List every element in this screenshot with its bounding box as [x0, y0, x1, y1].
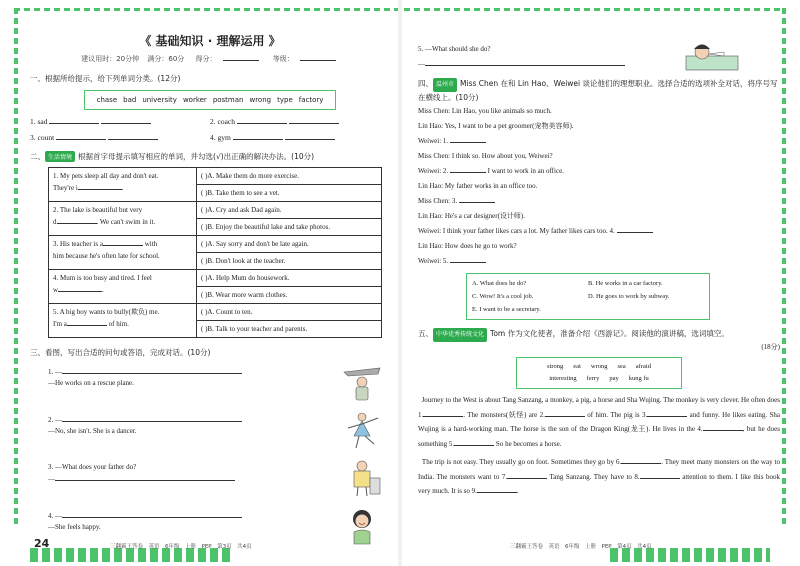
section-2-heading: 二、 生活情境 根据首字母提示填写相应的单词，并勾选(√)出正确的解决办法。(10分) [30, 152, 315, 161]
left-page [30, 14, 390, 550]
page-number: 24 [34, 537, 50, 550]
right-footer: 三翻霸王答卷 英语 6年级 上册 PEP 第4页 共4页 [510, 544, 652, 550]
border-right [782, 8, 786, 528]
dialog-1: 1. — —He works on a rescue plane. [48, 366, 390, 406]
table-row: 3. His teacher is a with him because he's often late for school. ( )A. Say sorry and don't be late again. [49, 236, 382, 253]
dancer-illustration [340, 410, 384, 450]
word-bank-1: chase bad university worker postman wrong type factory [84, 90, 336, 110]
dialog-2: 2. — —No, she isn't. She is a dancer. [48, 414, 390, 454]
dialog-line: Lin Hao: My father works in an office too. [418, 182, 538, 190]
blank[interactable] [289, 116, 339, 124]
q5-answer-line: — [418, 57, 780, 72]
blank[interactable] [237, 116, 287, 124]
passage-paragraph-1: Journey to the West is about Tang Sanzang, a monkey, a pig, a horse and Sha Wujing. The monkey is very clever. He often does 1. . The monsters(妖怪) are 2. of him. The pig is 3. and funny. He likes eating. Sha Wujing is a hard-working man. The horse is the son of the Dragon King(龙王). He lives in the 4. , but he does something 5. So he becomes a horse. [418, 396, 781, 448]
score-blank[interactable] [223, 53, 259, 61]
section-5-heading: 五、 中华优秀传统文化 Tom 作为文化使者，准备介绍《西游记》。阅读他的演讲稿，选词填空。 [418, 328, 780, 342]
page-title: 《 基础知识 · 理解运用 》 [139, 34, 281, 48]
dialog-line: Lin Hao: How does he go to work? [418, 242, 517, 250]
happy-girl-illustration [340, 506, 384, 546]
table-row: 5. A big boy wants to bully(欺负) me. I'm a of him. ( )A. Count to ten. [49, 304, 382, 321]
blank[interactable] [285, 132, 335, 140]
section-1-heading: 一、根据所给提示，给下列单词分类。(12分) [30, 74, 181, 83]
q5: 5. —What should she do? [418, 45, 491, 53]
dialog-line: Weiwei: I think your father likes cars a lot. My father likes cars too. 4. [418, 224, 780, 239]
section-3-heading: 三、看图，写出合适的问句或答语，完成对话。(10分) [30, 348, 211, 357]
dialog-line: Weiwei: 1. [418, 134, 780, 149]
dialog-line: Lin Hao: Yes, I want to be a pet groomer(宠物美容师). [418, 122, 574, 130]
table-row: 1. My pets sleep all day and don't eat. They're i . ( )A. Make them do more exercise. [49, 168, 382, 185]
table-row: 4. Mum is too busy and tired. I feel w . ( )A. Help Mum do housework. [49, 270, 382, 287]
blank[interactable] [233, 132, 283, 140]
section-4-heading: 四、 温州市 Miss Chen 在和 Lin Hao、Weiwei 谈论他们的理想职业。选择合适的选项补全对话，将序号写在横线上。(10分) [418, 79, 778, 102]
classify-row-1: 1. sad 2. coach [30, 116, 390, 126]
dialog-line: Weiwei: 5. [418, 254, 780, 269]
dialog-line: Miss Chen: Lin Hao, you like animals so much. [418, 107, 552, 115]
book-spine [398, 0, 402, 566]
sick-girl-illustration [680, 32, 742, 76]
blank[interactable] [108, 132, 158, 140]
page-meta: 建议用时：20分钟 满分：60分 得分： 等级： [30, 53, 390, 64]
matching-table: 1. My pets sleep all day and don't eat. They're i . ( )A. Make them do more exercise. ( )B. Take them to see a vet. 2. The lake is beautiful but very d . We can't swim in it. ( )A. Cry and ask Dad again. ( )B. Enjoy the beautiful lake and take photos. 3. His teacher is a with him because he's often late for school. ( )A. Say sorry and don't be late again. ( )B. Don't look at the teacher. 4. Mum is too busy and tired. I feel w . ( )A. Help Mum do housework. ( )B. Wear more warm clothes. 5. A big boy wants to bully(欺负) me. I'm a of him. ( )A. Count to ten. ( )B. Talk to your teacher and parents. [48, 167, 382, 338]
classify-row-2: 3. count 4. gym [30, 132, 390, 142]
section-tag: 生活情境 [45, 151, 75, 162]
dialog-line: Miss Chen: I think so. How about you, Weiwei? [418, 152, 553, 160]
option-box: A. What does he do? B. He works in a car factory. C. Wow! It's a cool job. D. He goes to work by subway. E. I want to be a secretary. [466, 273, 710, 320]
pilot-illustration [340, 362, 384, 402]
left-footer: 三翻霸王答卷 英语 6年级 上册 PEP 第3页 共4页 [110, 544, 252, 550]
bottom-stripe-left [30, 548, 230, 562]
right-page [418, 14, 780, 499]
dialog-4: 4. — —She feels happy. [48, 510, 390, 550]
word-bank-5: strong eat wrong sea afraid interesting ferry pay kung fu [516, 357, 682, 389]
blank[interactable] [49, 116, 99, 124]
dialog-3: 3. —What does your father do? — [48, 462, 390, 502]
dialog-line: Miss Chen: 3. [418, 194, 780, 209]
passage-paragraph-2: The trip is not easy. They usually go on foot. Sometimes they go by 6. . They meet many monsters on the way to India. The monsters want to 7. Tang Sanzang. They have to 8. attention to them. I like this book very much. It is so 9. . [418, 458, 781, 495]
border-left [14, 8, 18, 528]
cook-illustration [340, 458, 384, 498]
dialog-line: Weiwei: 2. I want to work in an office. [418, 167, 564, 175]
blank[interactable] [56, 132, 106, 140]
dialog-line: Lin Hao: He's a car designer(设计师). [418, 212, 526, 220]
table-row: 2. The lake is beautiful but very d . We can't swim in it. ( )A. Cry and ask Dad again. [49, 202, 382, 219]
blank[interactable] [101, 116, 151, 124]
bottom-stripe-right [610, 548, 770, 562]
section-5-score: (18分) [761, 343, 780, 351]
grade-blank[interactable] [300, 53, 336, 61]
